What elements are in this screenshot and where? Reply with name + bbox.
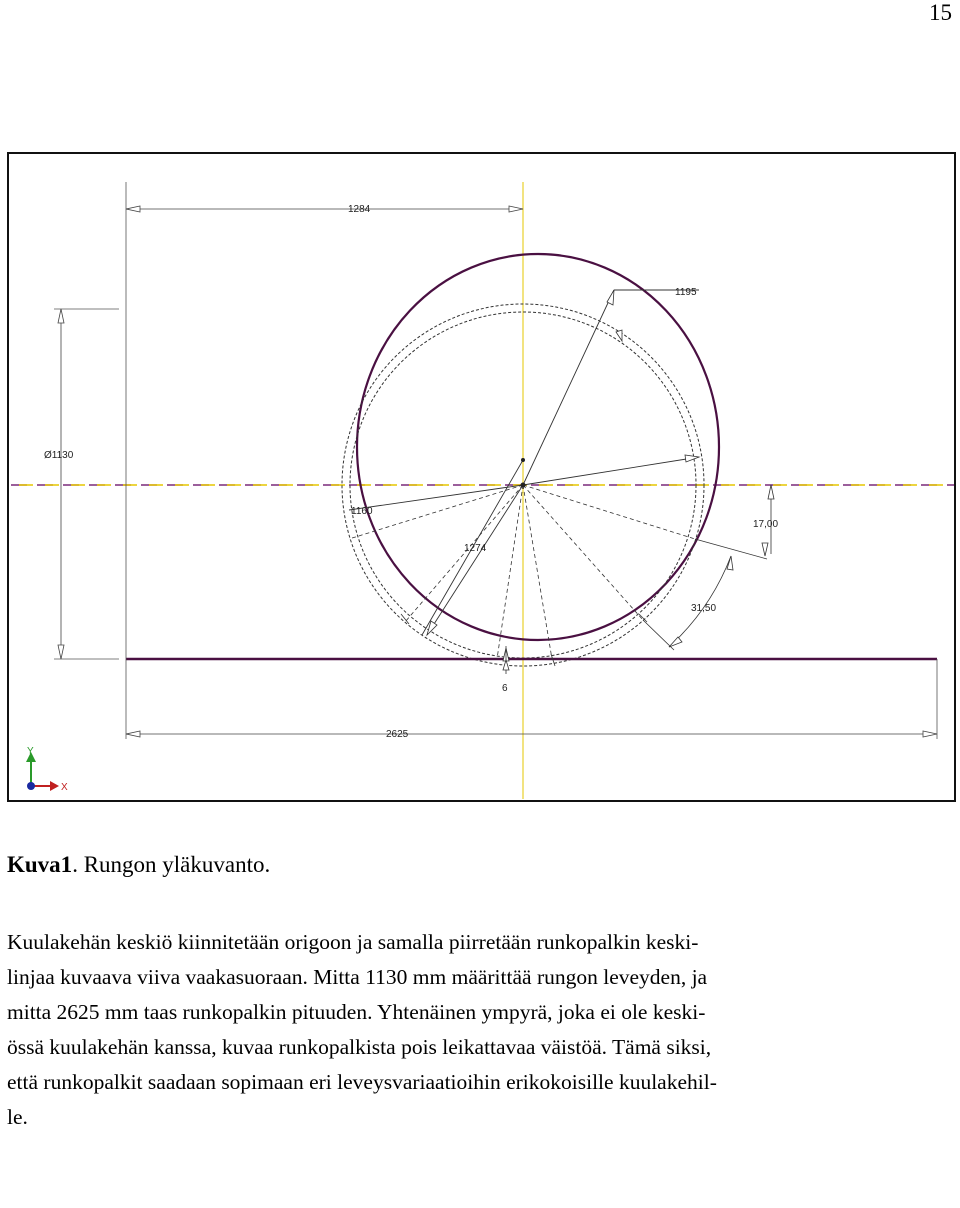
dimension-31-50-label: 31,50 [691,603,717,614]
figure-caption-label: Kuva1 [7,852,73,877]
extension-lines [54,182,937,739]
dimension-31-50 [643,556,733,650]
cutout-circle [357,254,719,640]
dimension-1130-label: Ø1130 [44,450,74,461]
dimension-1284 [126,206,523,212]
body-line: le. [7,1105,28,1129]
body-line: linjaa kuvaava viiva vaakasuoraan. Mitta 1130 mm määrittää rungon leveyden, ja [7,965,708,989]
dimension-1274-label: 1274 [464,543,487,554]
dimension-1130 [58,309,64,659]
body-line: össä kuulakehän kanssa, kuvaa runkopalkista pois leikattavaa väistöä. Tämä siksi, [7,1035,712,1059]
figure-caption [7,852,270,878]
body-line: mitta 2625 mm taas runkopalkin pituuden. Yhtenäinen ympyrä, joka ei ole keski- [7,1000,706,1024]
body-line: että runkopalkit saadaan sopimaan eri leveysvariaatioihin erikokoisille kuulakehil- [7,1070,717,1094]
body-paragraph [7,925,953,1135]
cad-figure [7,152,956,802]
page-number: 15 [929,0,952,25]
radius-lines [349,290,699,635]
dimension-1160-label: 1160 [351,506,373,517]
dimension-6-label: 6 [502,683,508,694]
center-point [521,483,526,488]
cad-drawing [9,154,956,802]
dimension-1195-label: 1195 [675,287,697,298]
dimension-2625-label: 2625 [386,729,409,740]
dimension-2625 [126,731,937,737]
figure-caption-text: . Rungon yläkuvanto. [72,852,271,877]
body-line: Kuulakehän keskiö kiinnitetään origoon ja samalla piirretään runkopalkin keski- [7,930,699,954]
axis-x-label: X [61,782,68,793]
dimension-1284-label: 1284 [348,204,371,215]
axis-indicator [26,752,59,791]
dimension-17-label: 17,00 [753,519,779,530]
axis-y-label: Y [27,746,34,757]
offset-center-point [521,458,525,462]
